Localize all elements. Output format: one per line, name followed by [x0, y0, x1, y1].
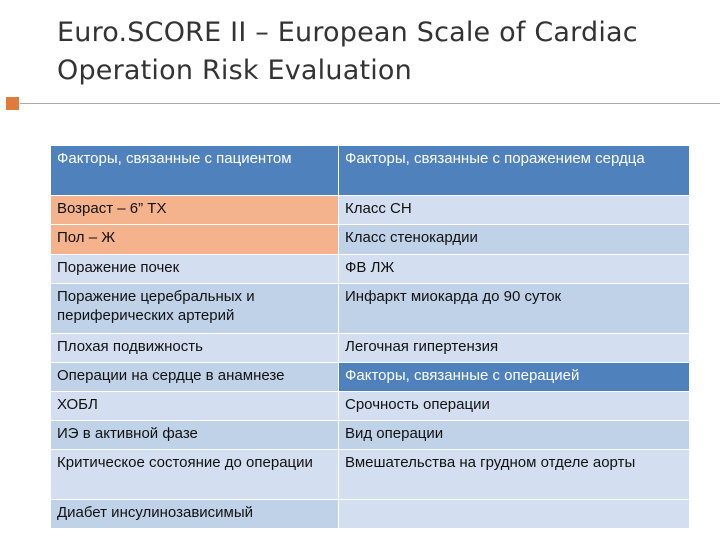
table-cell: Легочная гипертензия [339, 334, 690, 363]
table-cell: Поражение церебральных и периферических артерий [51, 284, 339, 334]
table-cell: Инфаркт миокарда до 90 суток [339, 284, 690, 334]
header-cell-patient: Факторы, связанные с пациентом [51, 146, 339, 196]
table-cell: Возраст – 6” ТХ [51, 196, 339, 225]
table-row [51, 255, 690, 284]
table-row [51, 196, 690, 225]
table-cell-empty [339, 500, 690, 529]
accent-square [6, 97, 19, 110]
table-cell: ФВ ЛЖ [339, 255, 690, 284]
table-row [51, 284, 690, 334]
header-cell-cardiac: Факторы, связанные с поражением сердца [339, 146, 690, 196]
table-cell: Класс СН [339, 196, 690, 225]
table-cell: Вид операции [339, 421, 690, 450]
table-cell: Поражение почек [51, 255, 339, 284]
table-row [51, 392, 690, 421]
title-divider [20, 103, 720, 104]
table-cell: Вмешательства на грудном отделе аорты [339, 450, 690, 500]
slide-title: Euro.SCORE II – European Scale of Cardiac Operation Risk Evaluation [57, 17, 638, 86]
table-cell: Плохая подвижность [51, 334, 339, 363]
table-row [51, 363, 690, 392]
table-row [51, 225, 690, 255]
table-cell: ХОБЛ [51, 392, 339, 421]
table-cell: ИЭ в активной фазе [51, 421, 339, 450]
table-row [51, 334, 690, 363]
table-cell: Диабет инсулинозависимый [51, 500, 339, 529]
header-cell-operation: Факторы, связанные с операцией [339, 363, 690, 392]
table-cell: Срочность операции [339, 392, 690, 421]
table-row [51, 450, 690, 500]
table-cell: Критическое состояние до операции [51, 450, 339, 500]
table-row [51, 421, 690, 450]
table-cell: Пол – Ж [51, 225, 339, 255]
table-cell: Класс стенокардии [339, 225, 690, 255]
table-cell: Операции на сердце в анамнезе [51, 363, 339, 392]
table-row [51, 500, 690, 529]
risk-factors-table [50, 145, 690, 529]
table-row [51, 146, 690, 196]
